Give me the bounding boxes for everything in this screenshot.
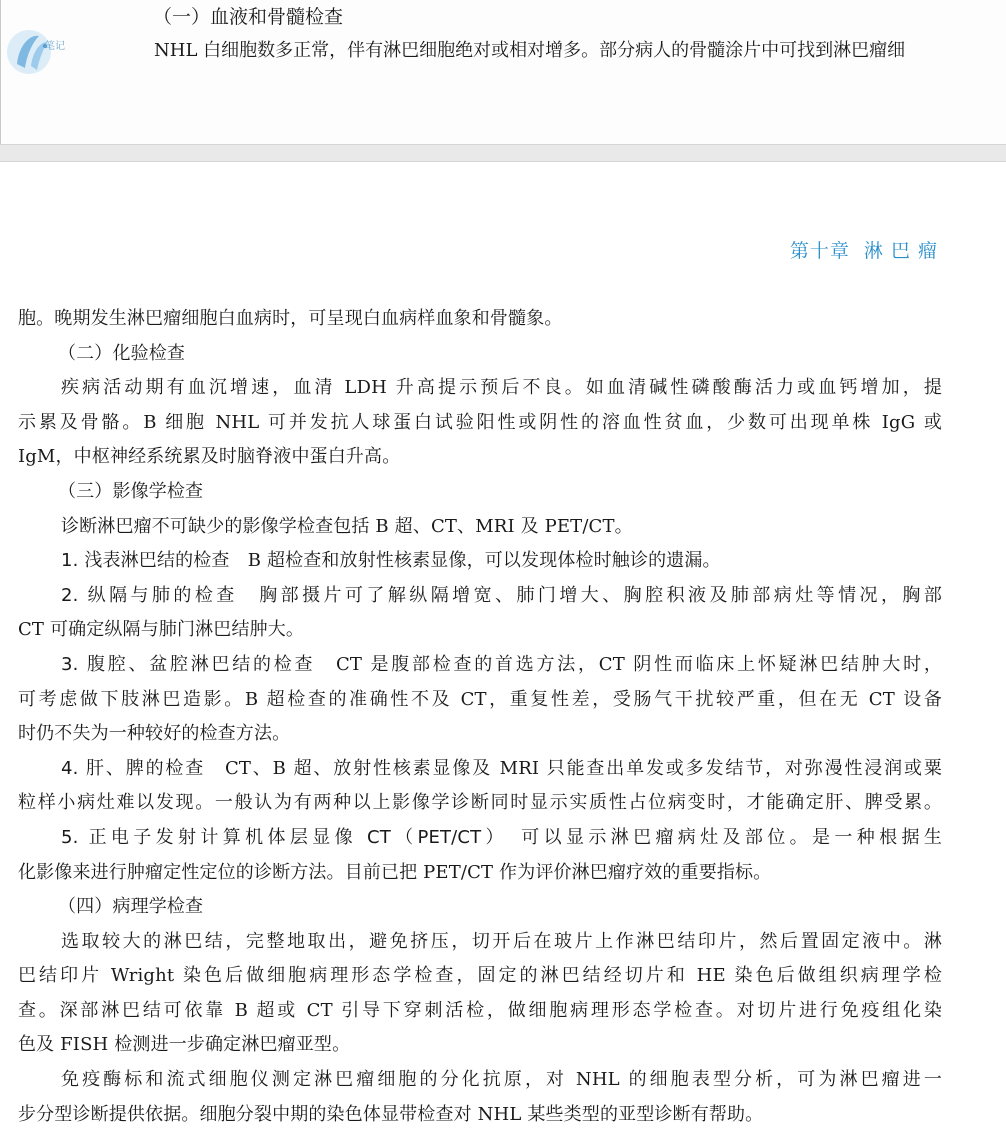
paragraph-line: 可考虑做下肢淋巴造影。B 超检查的准确性不及 CT，重复性差，受肠气干扰较严重，但在无 CT 设备 (18, 688, 942, 710)
subsection-line (18, 544, 942, 579)
paragraph-line: 查。深部淋巴结可依靠 B 超或 CT 引导下穿刺活检，做细胞病理形态学检查。对切片进行免疫组化染 (18, 999, 942, 1021)
subsection-line (18, 579, 942, 614)
paragraph-line: 诊断淋巴瘤不可缺少的影像学检查包括 B 超、CT、MRI 及 PET/CT。 (61, 515, 633, 537)
subsection-text: B 超检查和放射性核素显像，可以发现体检时触诊的遗漏。 (247, 550, 721, 572)
previous-page-fragment (0, 0, 1006, 144)
subsection-line (18, 752, 942, 787)
page-body (18, 302, 942, 1132)
subsection-line (18, 648, 942, 683)
subsection-title: 2. 纵隔与肺的检查 (61, 584, 238, 606)
section-heading-imaging: （三）影像学检查 (58, 480, 204, 502)
paragraph-line: 胞。晚期发生淋巴瘤细胞白血病时，可呈现白血病样血象和骨髓象。 (18, 308, 563, 329)
paragraph-line: NHL 白细胞数多正常，伴有淋巴细胞绝对或相对增多。部分病人的骨髓涂片中可找到淋巴瘤细 (154, 40, 906, 61)
logo-label: 笔记 (45, 41, 65, 52)
paragraph-line: 化影像来进行肿瘤定性定位的诊断方法。目前已把 PET/CT 作为评价淋巴瘤疗效的重要指标。 (18, 861, 772, 883)
paragraph-line: 粒样小病灶难以发现。一般认为有两种以上影像学诊断同时显示实质性占位病变时，才能确定肝、脾受累。 (18, 792, 942, 814)
section-heading-lab: （二）化验检查 (58, 342, 186, 364)
subsection-title: 3. 腹腔、盆腔淋巴结的检查 (61, 653, 316, 675)
running-head (776, 236, 938, 263)
subsection-line (18, 821, 942, 856)
paragraph-line: CT 可确定纵隔与肺门淋巴结肿大。 (18, 619, 305, 641)
paragraph-line: 步分型诊断提供依据。细胞分裂中期的染色体显带检查对 NHL 某些类型的亚型诊断有帮助。 (18, 1103, 764, 1125)
paragraph-line: IgM，中枢神经系统累及时脑脊液中蛋白升高。 (18, 446, 401, 468)
subsection-title: 1. 浅表淋巴结的检查 (61, 550, 230, 572)
subsection-text: CT 是腹部检查的首选方法，CT 阴性而临床上怀疑淋巴结肿大时， (335, 653, 942, 675)
paragraph-line: 免疫酶标和流式细胞仪测定淋巴瘤细胞的分化抗原，对 NHL 的细胞表型分析，可为淋巴瘤进一 (61, 1069, 942, 1091)
paragraph-line: 疾病活动期有血沉增速，血清 LDH 升高提示预后不良。如血清碱性磷酸酶活力或血钙增加，提 (61, 377, 942, 399)
section-heading-pathology: （四）病理学检查 (58, 896, 204, 918)
chapter-title: 淋 巴 瘤 (863, 240, 938, 262)
subsection-title: 5. 正电子发射计算机体层显像 CT（PET/CT） (61, 826, 499, 848)
paragraph-line: 时仍不失为一种较好的检查方法。 (18, 723, 291, 745)
paragraph-line: 选取较大的淋巴结，完整地取出，避免挤压，切开后在玻片上作淋巴结印片，然后置固定液中。淋 (61, 930, 942, 952)
subsection-text: 胸部摄片可了解纵隔增宽、肺门增大、胸腔积液及肺部病灶等情况，胸部 (259, 584, 942, 606)
page (0, 162, 1006, 1125)
paragraph-line: 巴结印片 Wright 染色后做细胞病理形态学检查，固定的淋巴结经切片和 HE 染色后做组织病理学检 (18, 965, 942, 987)
paragraph-line: 色及 FISH 检测进一步确定淋巴瘤亚型。 (18, 1034, 351, 1056)
paragraph-line: 示累及骨骼。B 细胞 NHL 可并发抗人球蛋白试验阳性或阴性的溶血性贫血，少数可出现单株 IgG 或 (18, 411, 942, 433)
chapter-number: 第十章 (789, 240, 850, 262)
section-heading-blood: （一）血液和骨髓检查 (153, 6, 344, 28)
page-gap (0, 144, 1006, 162)
subsection-text: CT、B 超、放射性核素显像及 MRI 只能查出单发或多发结节，对弥漫性浸润或粟 (225, 757, 942, 779)
subsection-title: 4. 肝、脾的检查 (61, 757, 206, 779)
notes-logo-icon (5, 20, 85, 84)
subsection-text: 可以显示淋巴瘤病灶及部位。是一种根据生 (521, 826, 942, 848)
